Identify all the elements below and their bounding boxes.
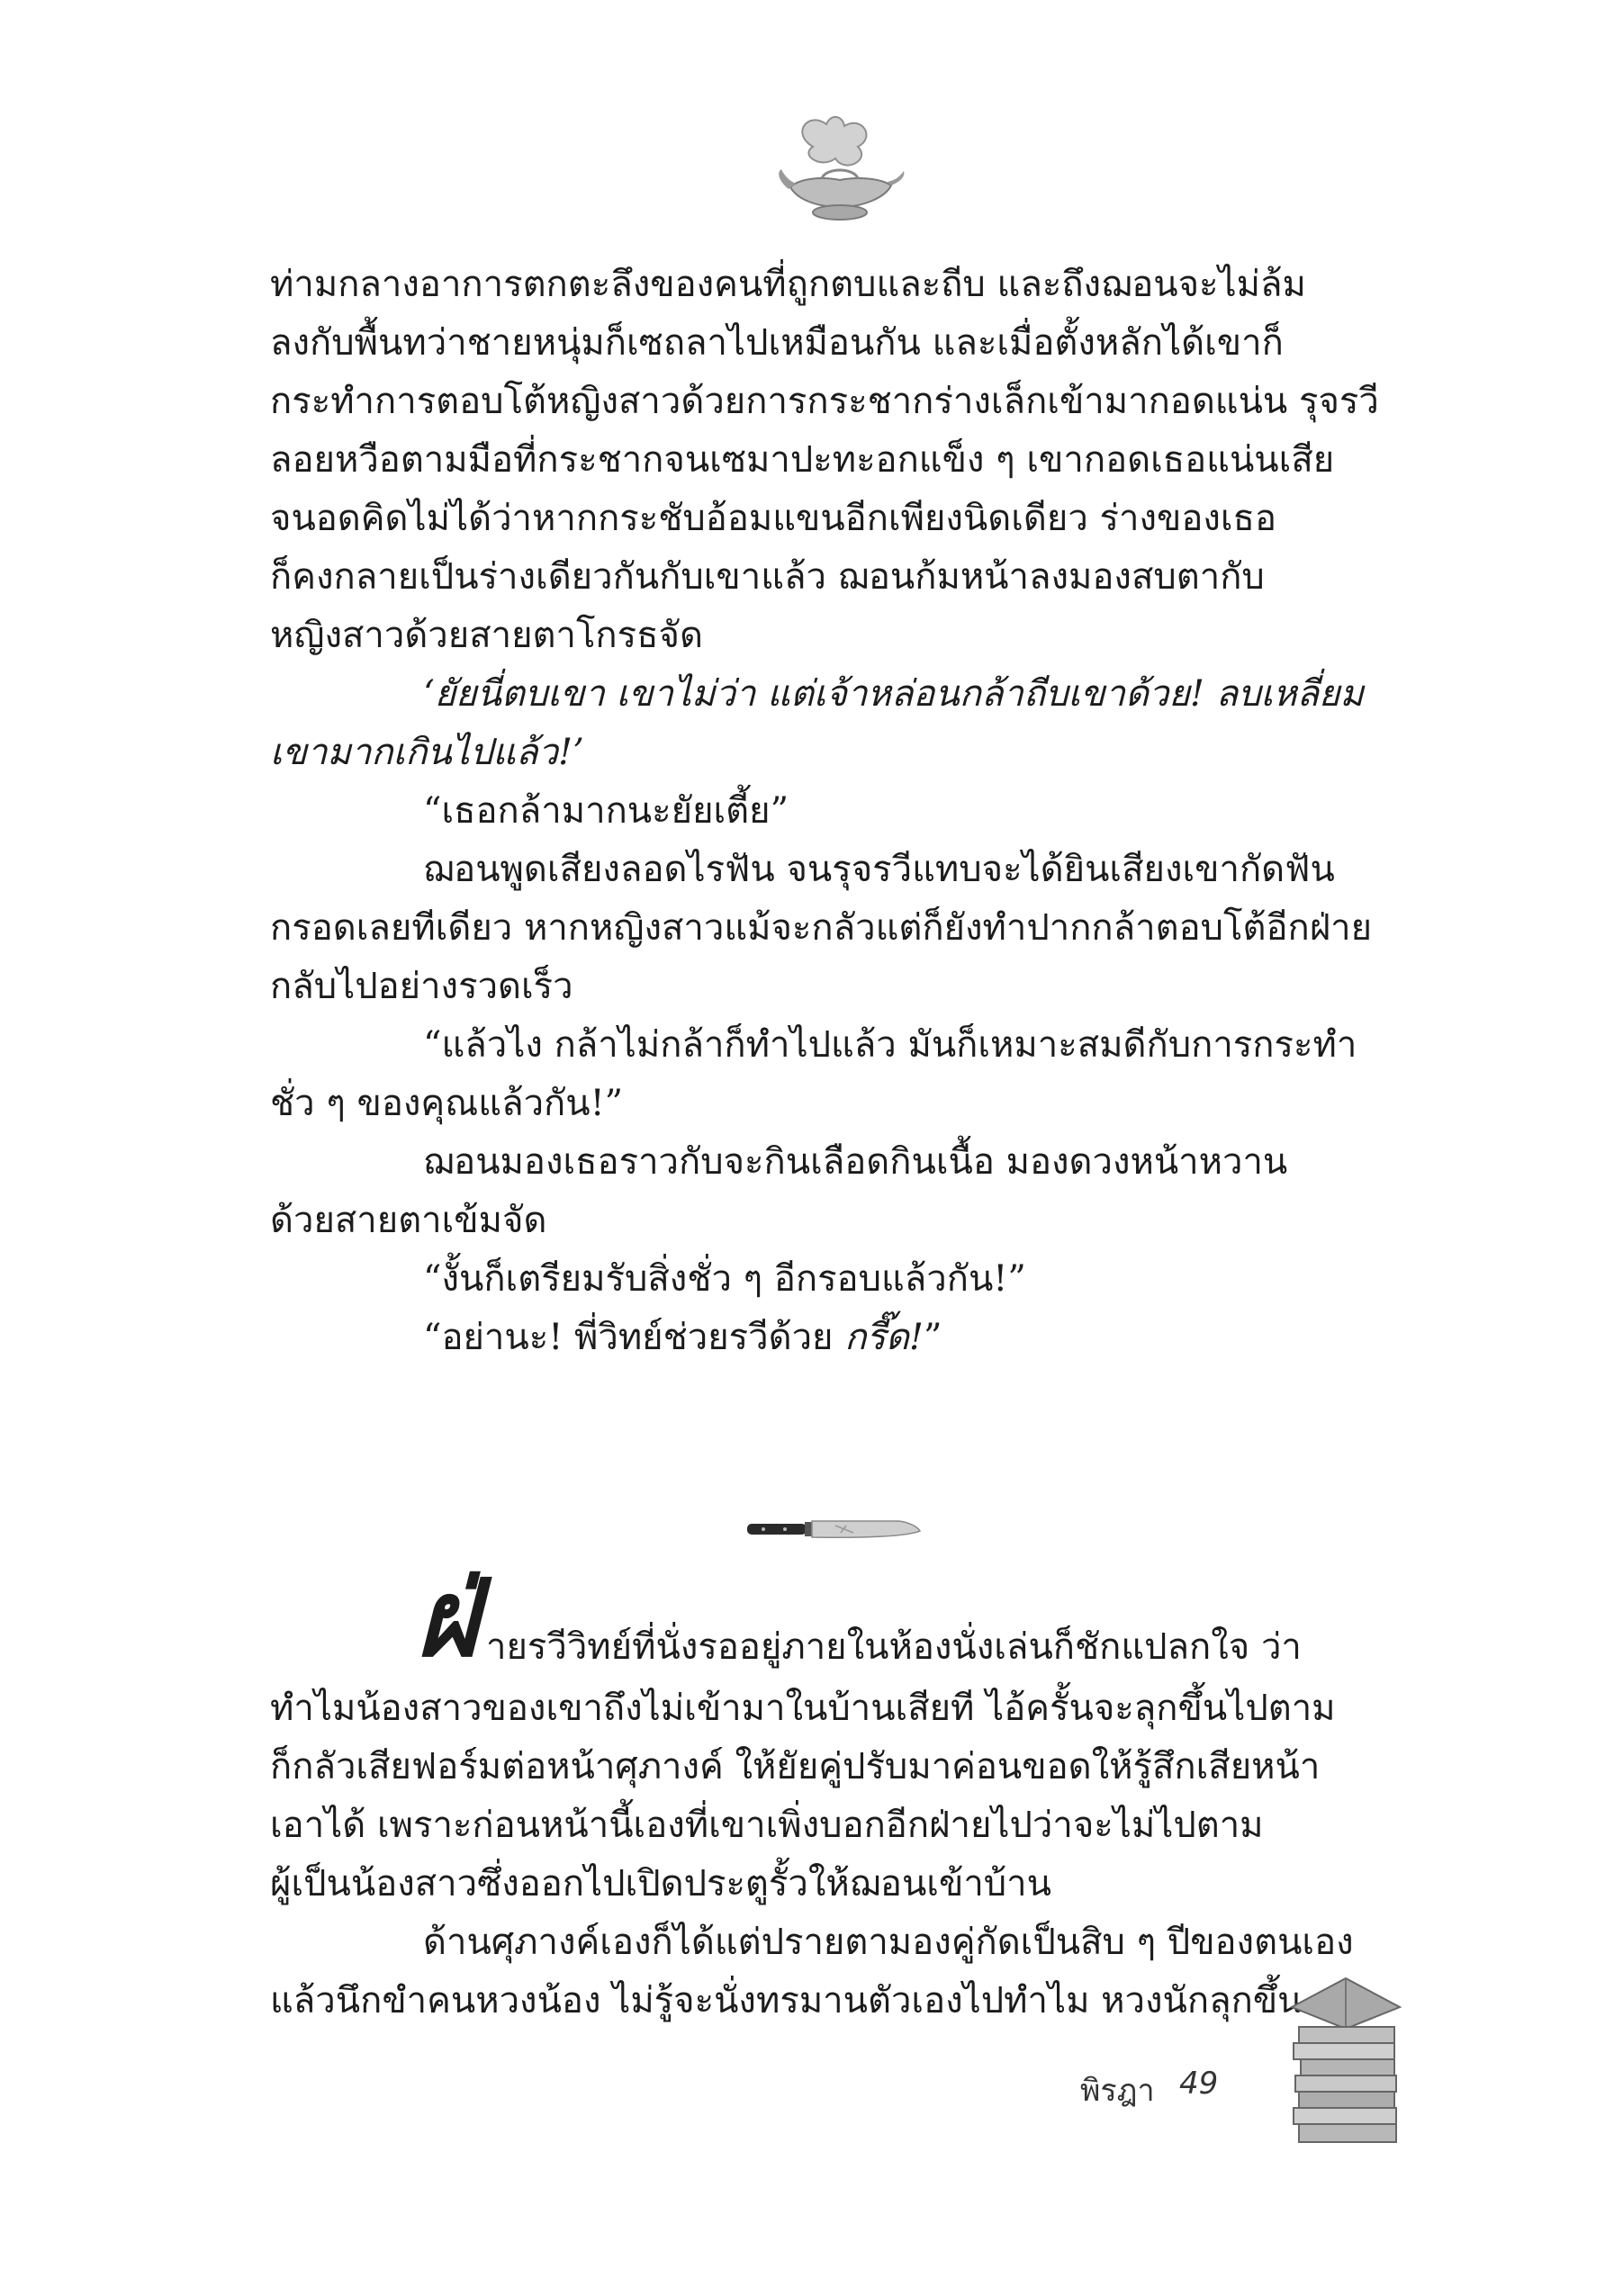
text-line: ฌอนมองเธอราวกับจะกินเลือดกินเนื้อ มองดวงหน้าหวาน xyxy=(423,1141,1288,1183)
thought-line: เขามากเกินไปแล้ว!’ xyxy=(270,732,584,773)
text-line: ด้วยสายตาเข้มจัด xyxy=(270,1200,547,1241)
chapter-opening xyxy=(270,1556,1404,1681)
text-line: ลอยหวือตามมือที่กระชากจนเซมาปะทะอกแข็ง ๆ เขากอดเธอแน่นเสีย xyxy=(270,439,1335,481)
thought-line: ‘ยัยนี่ตบเขา เขาไม่ว่า แต่เจ้าหล่อนกล้าถีบเขาด้วย! ลบเหลี่ยม xyxy=(423,673,1364,715)
text-line: กระทำการตอบโต้หญิงสาวด้วยการกระชากร่างเล็กเข้ามากอดแน่น รุจรวี xyxy=(270,381,1379,422)
page-number: 49 xyxy=(1179,2066,1219,2102)
text-line: ก็คงกลายเป็นร่างเดียวกันกับเขาแล้ว ฌอนก้มหน้าลงมองสบตากับ xyxy=(270,556,1265,598)
text-line: ท่ามกลางอาการตกตะลึงของคนที่ถูกตบและถีบ และถึงฌอนจะไม่ล้ม xyxy=(270,264,1306,305)
dialogue-line: “แล้วไง กล้าไม่กล้าก็ทำไปแล้ว มันก็เหมาะสมดีกับการกระทำ xyxy=(423,1024,1357,1066)
text-line: ลงกับพื้นทว่าชายหนุ่มก็เซถลาไปเหมือนกัน และเมื่อตั้งหลักได้เขาก็ xyxy=(270,322,1284,364)
dialogue-line: “เธอกล้ามากนะยัยเตี้ย” xyxy=(423,790,789,832)
genie-lamp-icon xyxy=(772,106,907,232)
dialogue-line: ชั่ว ๆ ของคุณแล้วกัน!” xyxy=(270,1083,624,1124)
text-line: จนอดคิดไม่ได้ว่าหากกระชับอ้อมแขนอีกเพียงนิดเดียว ร่างของเธอ xyxy=(270,498,1276,539)
dialogue-line xyxy=(270,1309,1404,1367)
text-line: ายรวีวิทย์ที่นั่งรออยู่ภายในห้องนั่งเล่นก็ชักแปลกใจ ว่า xyxy=(486,1626,1302,1668)
text-line: ด้านศุภางค์เองก็ได้แต่ปรายตามองคู่กัดเป็นสิบ ๆ ปีของตนเอง xyxy=(423,1922,1354,1963)
paragraph-block-2 xyxy=(270,1679,1404,2030)
text-line: กรอดเลยทีเดียว หากหญิงสาวแม้จะกลัวแต่ก็ยังทำปากกล้าตอบโต้อีกฝ่าย xyxy=(270,907,1373,949)
dialogue-line: “งั้นก็เตรียมรับสิ่งชั่ว ๆ อีกรอบแล้วกัน!” xyxy=(423,1258,1026,1300)
text-line: ก็กลัวเสียฟอร์มต่อหน้าศุภางค์ ให้ยัยคู่ปรับมาค่อนขอดให้รู้สึกเสียหน้า xyxy=(270,1746,1321,1787)
paragraph-block-1 xyxy=(270,256,1404,1367)
text-line: หญิงสาวด้วยสายตาโกรธจัด xyxy=(270,615,703,656)
text-line: ฌอนพูดเสียงลอดไรฟัน จนรุจรวีแทบจะได้ยินเสียงเขากัดฟัน xyxy=(423,849,1335,890)
text-line: แล้วนึกขำคนหวงน้อง ไม่รู้จะนั่งทรมานตัวเองไปทำไม หวงนักลุกขึ้น xyxy=(270,1980,1303,2021)
book-stack-icon xyxy=(1283,1971,1409,2151)
text-line: ทำไมน้องสาวของเขาถึงไม่เข้ามาในบ้านเสียที ไอ้ครั้นจะลุกขึ้นไปตาม xyxy=(270,1688,1336,1729)
dialogue-close-quote: ” xyxy=(923,1317,942,1358)
text-line: กลับไปอย่างรวดเร็ว xyxy=(270,966,573,1007)
scream-text: กรี๊ด! xyxy=(844,1317,924,1358)
knife-icon xyxy=(745,1517,922,1542)
text-line: เอาได้ เพราะก่อนหน้านี้เองที่เขาเพิ่งบอกอีกฝ่ายไปว่าจะไม่ไปตาม xyxy=(270,1805,1264,1846)
text-line: ผู้เป็นน้องสาวซึ่งออกไปเปิดประตูรั้วให้ฌอนเข้าบ้าน xyxy=(270,1863,1051,1904)
dialogue-text: “อย่านะ! พี่วิทย์ช่วยรวีด้วย xyxy=(423,1317,845,1358)
author-name: พิรฎา xyxy=(1080,2073,1155,2109)
drop-cap: ฝ่ xyxy=(416,1556,479,1680)
